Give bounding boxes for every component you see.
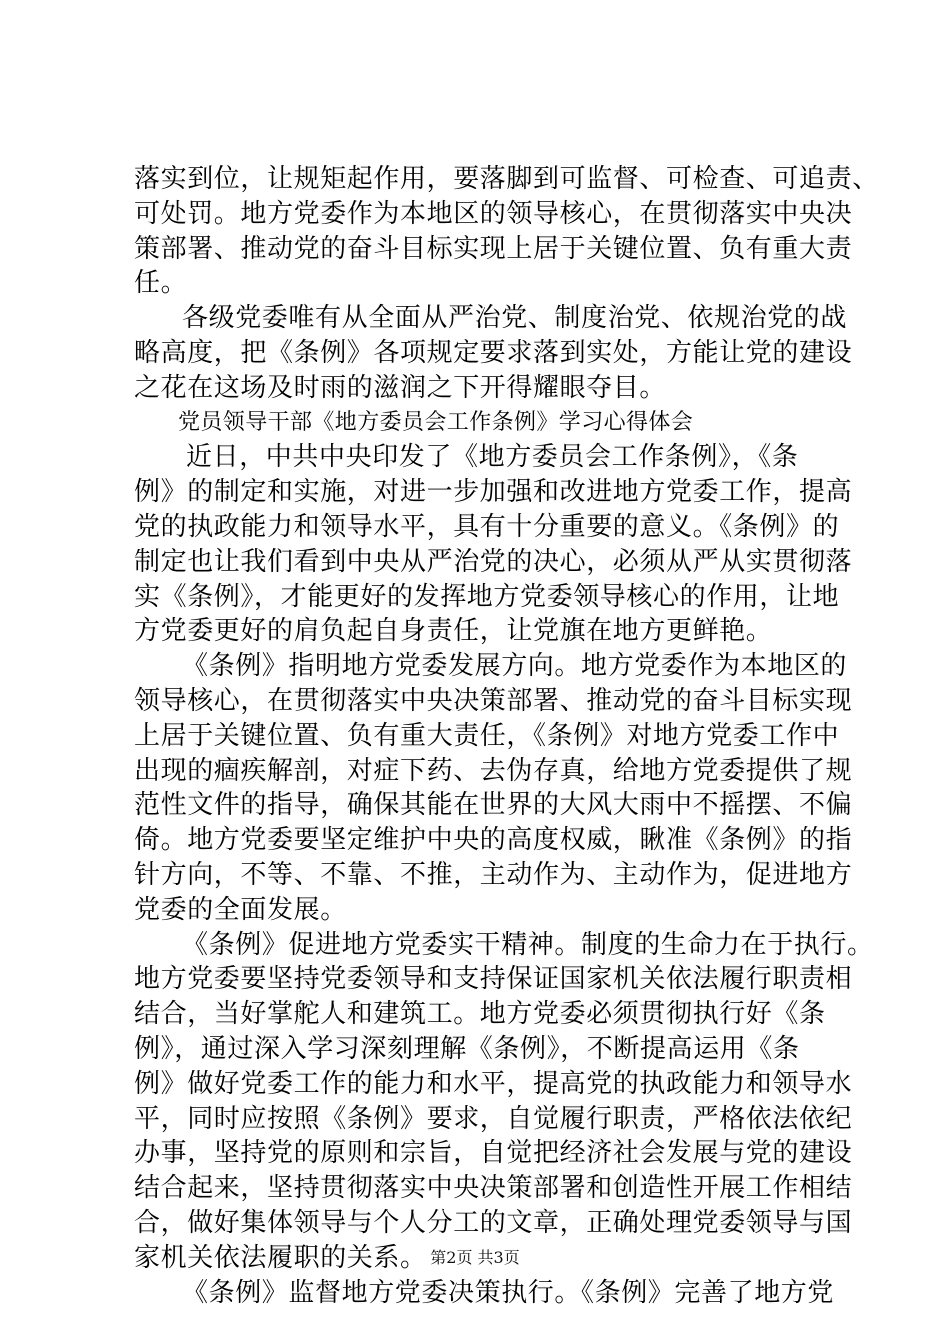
paragraph-first-line: 《条例》指明地方党委发展方向。地方党委作为本地区的 [182,651,848,682]
text-line: 任。 [134,268,188,299]
paragraph-first-line: 《条例》促进地方党委实干精神。制度的生命力在于执行。 [182,929,874,960]
text-line: 略高度，把《条例》各项规定要求落到实处，方能让党的建设 [134,337,853,368]
text-line: 办事，坚持党的原则和宗旨，自觉把经济社会发展与党的建设 [134,1138,853,1169]
section-title: 党员领导干部《地方委员会工作条例》学习心得体会 [178,409,694,435]
text-line: 制定也让我们看到中央从严治党的决心，必须从严从实贯彻落 [134,546,853,577]
paragraph-first-line: 近日，中共中央印发了《地方委员会工作条例》，《条 [186,442,799,473]
text-line: 家机关依法履职的关系。 [134,1242,427,1273]
text-line: 落实到位，让规矩起作用，要落脚到可监督、可检查、可追责、 [134,164,879,194]
text-line: 结合，当好掌舵人和建筑工。地方党委必须贯彻执行好《条 [134,999,826,1030]
text-line: 党的执政能力和领导水平，具有十分重要的意义。《条例》的 [134,511,840,542]
text-line: 领导核心，在贯彻落实中央决策部署、推动党的奋斗目标实现 [134,685,853,716]
text-line: 出现的痼疾解剖，对症下药、去伪存真，给地方党委提供了规 [134,755,853,786]
text-line: 实《条例》，才能更好的发挥地方党委领导核心的作用，让地 [134,581,840,612]
text-line: 上居于关键位置、负有重大责任，《条例》对地方党委工作中 [134,720,840,751]
text-line: 方党委更好的肩负起自身责任，让党旗在地方更鲜艳。 [134,616,773,647]
text-line: 可处罚。地方党委作为本地区的领导核心，在贯彻落实中央决 [134,198,853,229]
paragraph-first-line: 各级党委唯有从全面从严治党、制度治党、依规治党的战 [182,303,848,334]
text-line: 结合起来，坚持贯彻落实中央决策部署和创造性开展工作相结 [134,1173,853,1204]
text-line: 党委的全面发展。 [134,894,347,925]
text-line: 例》的制定和实施，对进一步加强和改进地方党委工作，提高 [134,477,853,508]
page-number-footer: 第2页 共3页 [430,1248,520,1267]
paragraph-first-line: 《条例》监督地方党委决策执行。《条例》完善了地方党 [182,1277,835,1308]
text-line: 合，做好集体领导与个人分工的文章，正确处理党委领导与国 [134,1207,853,1238]
text-line: 范性文件的指导，确保其能在世界的大风大雨中不摇摆、不偏 [134,790,853,821]
text-line: 地方党委要坚持党委领导和支持保证国家机关依法履行职责相 [134,964,853,995]
document-body [134,162,879,1310]
text-line: 平，同时应按照《条例》要求，自觉履行职责，严格依法依纪 [134,1103,853,1134]
text-line: 例》做好党委工作的能力和水平，提高党的执政能力和领导水 [134,1068,853,1099]
text-line: 策部署、推动党的奋斗目标实现上居于关键位置、负有重大责 [134,233,853,264]
text-line: 之花在这场及时雨的滋润之下开得耀眼夺目。 [134,372,667,403]
text-line: 倚。地方党委要坚定维护中央的高度权威，瞅准《条例》的指 [134,825,853,856]
text-line: 例》，通过深入学习深刻理解《条例》，不断提高运用《条 [134,1033,800,1064]
text-line: 针方向，不等、不靠、不推，主动作为、主动作为，促进地方 [134,859,853,890]
